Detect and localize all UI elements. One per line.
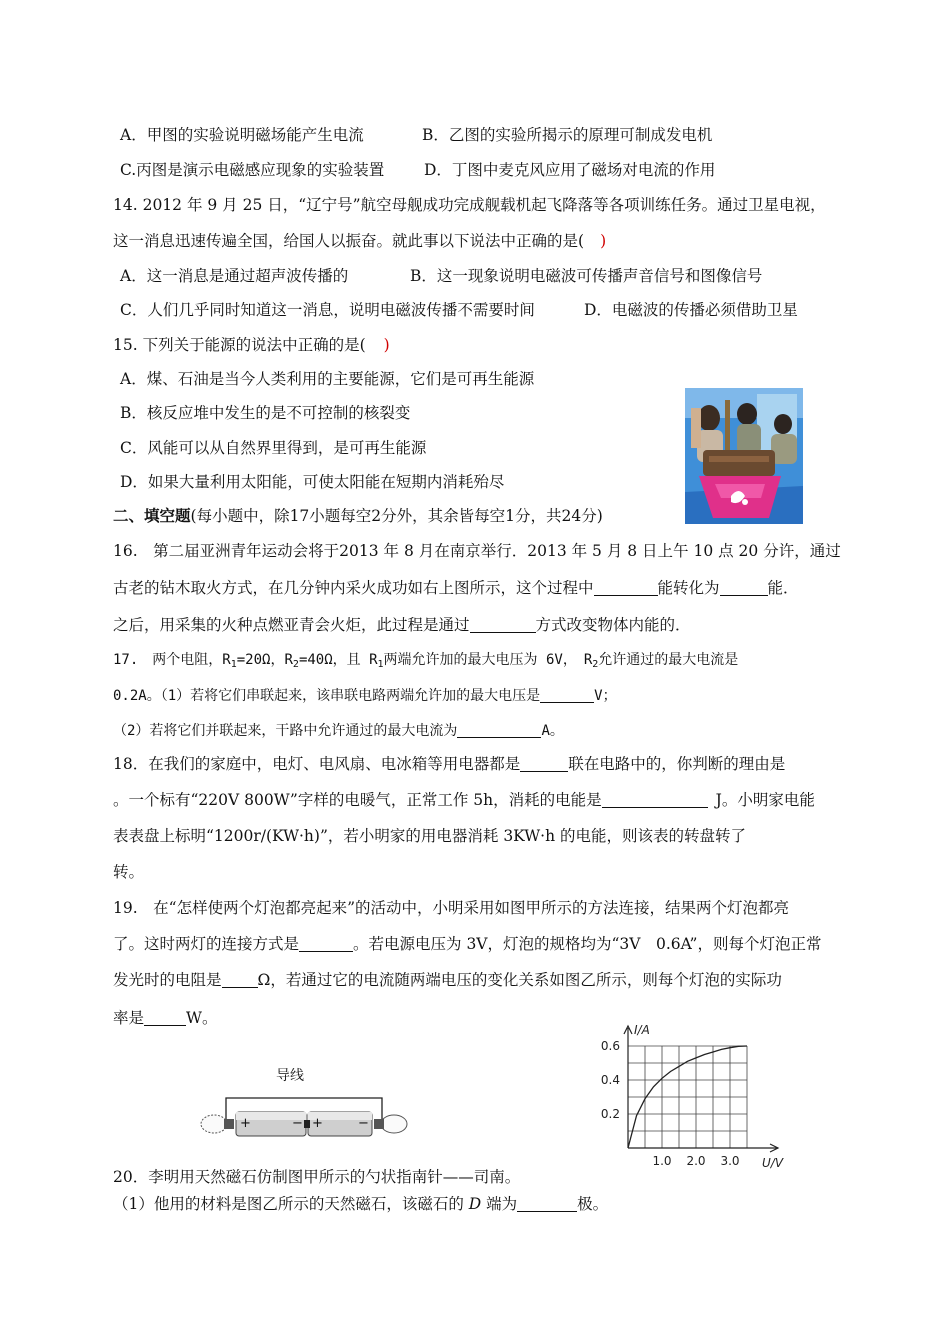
q18-line4: 转。 — [113, 863, 145, 881]
q16-blank-1[interactable] — [594, 580, 658, 596]
q18-blank-2[interactable] — [602, 792, 708, 808]
q16-line1: 16. 第二届亚洲青年运动会将于2013 年 8 月在南京举行．2013 年 5 月 8 日上午 10 点 20 分许，通过 — [113, 542, 841, 560]
y-tick-label: 0.4 — [600, 1073, 620, 1087]
q15-option-c: C．风能可以从自然界里得到，是可再生能源 — [120, 439, 427, 457]
x-axis-label: U/V — [762, 1156, 784, 1170]
q16-blank-3[interactable] — [470, 617, 536, 633]
q19-line1: 19. 在“怎样使两个灯泡都亮起来”的活动中，小明采用如图甲所示的方法连接，结果两个灯泡都亮 — [113, 899, 790, 917]
q13-option-c: C.丙图是演示电磁感应现象的实验装置 — [120, 161, 385, 179]
q18-line3: 表表盘上标明“1200r/(KW·h)”，若小明家的用电器消耗 3KW·h 的电能，则该表的转盘转了 — [113, 827, 746, 845]
q20-line1: 20．李明用天然磁石仿制图甲所示的勺状指南针——司南。 — [113, 1168, 521, 1186]
battery1-minus: − — [292, 1116, 303, 1131]
q13-option-b: B．乙图的实验所揭示的原理可制成发电机 — [422, 126, 713, 144]
q14-option-c: C．人们几乎同时知道这一消息，说明电磁波传播不需要时间 — [120, 301, 535, 319]
q19-line4: 率是 W。 — [113, 1009, 218, 1027]
q15-stem: 15. 下列关于能源的说法中正确的是( ) — [113, 336, 390, 354]
q18-line1: 18．在我们的家庭中，电灯、电风扇、电冰箱等用电器都是 联在电路中的，你判断的理由是 — [113, 755, 786, 773]
q13-option-a: A．甲图的实验说明磁场能产生电流 — [120, 126, 364, 144]
q13-option-d: D．丁图中麦克风应用了磁场对电流的作用 — [424, 161, 716, 179]
q15-option-d: D．如果大量利用太阳能，可使太阳能在短期内消耗殆尽 — [120, 473, 505, 491]
q14-stem-line1: 14. 2012 年 9 月 25 日，“辽宁号”航空母舰成功完成舰载机起飞降落等各项训练任务。通过卫星电视， — [113, 196, 826, 214]
q16-line2: 古老的钻木取火方式，在几分钟内采火成功如右上图所示，这个过程中 能转化为 能． — [113, 579, 799, 597]
q15-option-a: A．煤、石油是当今人类利用的主要能源，它们是可再生能源 — [120, 370, 535, 388]
x-tick-label: 3.0 — [720, 1154, 740, 1168]
q18-line2: 。一个标有“220V 800W”字样的电暖气，正常工作 5h，消耗的电能是 J。小明家电能 — [113, 791, 815, 809]
q19-line2: 了。这时两灯的连接方式是 。若电源电压为 3V，灯泡的规格均为“3V 0.6A”，则每个灯泡正常 — [113, 935, 822, 953]
q20-blank-1[interactable] — [517, 1196, 577, 1212]
section-title: 二、填空题 — [113, 506, 191, 525]
battery2-minus: − — [358, 1116, 369, 1131]
q17-line1: 17. 两个电阻，$R_1=20\Omega$，$R_2=40\Omega$，且 $R_1$两端允许加的最大电压为 6V， $R_2$允许通过的最大电流是 — [113, 652, 739, 670]
q20-line2: （1）他用的材料是图乙所示的天然磁石，该磁石的 D 端为 极。 — [113, 1195, 609, 1213]
q19-line3: 发光时的电阻是 Ω，若通过它的电流随两端电压的变化关系如图乙所示，则每个灯泡的实际功 — [113, 971, 782, 989]
q16-line3: 之后，用采集的火种点燃亚青会火炬，此过程是通过 方式改变物体内能的． — [113, 616, 691, 634]
q15-answer-paren: ) — [383, 336, 390, 354]
q17-line3: （2）若将它们并联起来，干路中允许通过的最大电流为 A。 — [113, 723, 564, 739]
x-tick-label: 1.0 — [652, 1154, 672, 1168]
q19-blank-1[interactable] — [299, 936, 353, 952]
q17-blank-2[interactable] — [457, 722, 541, 738]
wire-label: 导线 — [276, 1068, 304, 1084]
section-heading — [113, 506, 603, 526]
fire-ceremony-photo — [685, 388, 803, 524]
q19-blank-3[interactable] — [144, 1010, 186, 1026]
q14-stem-line2: 这一消息迅速传遍全国，给国人以振奋。就此事以下说法中正确的是( ) — [113, 232, 607, 250]
iu-chart — [590, 1020, 790, 1170]
y-tick-label: 0.2 — [600, 1107, 620, 1121]
battery1-plus: + — [240, 1116, 251, 1131]
y-axis-label: I/A — [634, 1023, 650, 1037]
q16-blank-2[interactable] — [720, 580, 768, 596]
q14-option-b: B．这一现象说明电磁波可传播声音信号和图像信号 — [410, 267, 763, 285]
q15-option-b: B．核反应堆中发生的是不可控制的核裂变 — [120, 404, 411, 422]
q14-option-d: D．电磁波的传播必须借助卫星 — [584, 301, 798, 319]
q14-answer-paren: ) — [600, 232, 607, 250]
q19-blank-2[interactable] — [222, 972, 258, 988]
q18-blank-1[interactable] — [520, 756, 568, 772]
q17-line2: 0.2A。（1）若将它们串联起来，该串联电路两端允许加的最大电压是 V； — [113, 688, 617, 704]
circuit-diagram — [196, 1064, 416, 1144]
q17-blank-1[interactable] — [540, 687, 594, 703]
battery2-plus: + — [312, 1116, 323, 1131]
section-note: (每小题中，除17小题每空2分外，其余皆每空1分，共24分) — [190, 507, 603, 525]
y-tick-label: 0.6 — [600, 1039, 620, 1053]
q14-option-a: A．这一消息是通过超声波传播的 — [120, 267, 349, 285]
iu-chart-svg — [590, 1020, 790, 1170]
x-tick-label: 2.0 — [686, 1154, 706, 1168]
